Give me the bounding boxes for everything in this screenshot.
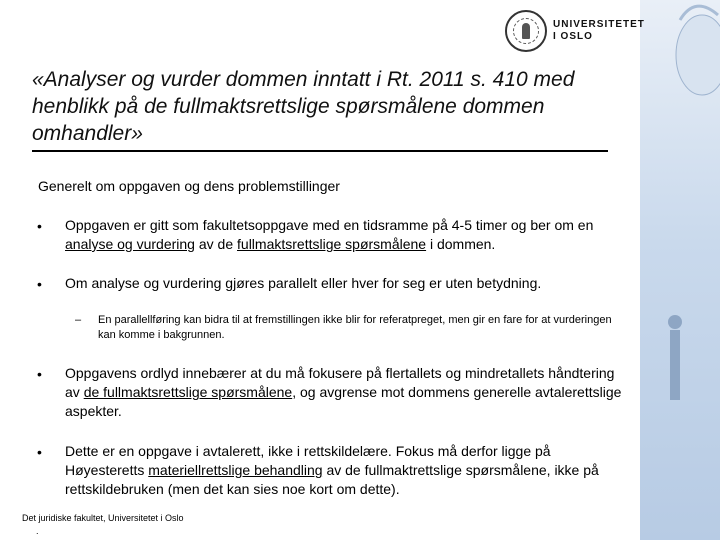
bullet-marker: •: [37, 218, 42, 234]
bullet-text-3: [65, 364, 630, 421]
text-run: Oppgaven er gitt som fakultetsoppgave med en tidsramme på 4-5 timer og ber om en: [65, 217, 594, 233]
bullet-text-2: Om analyse og vurdering gjøres parallelt eller hver for seg er uten betydning.: [65, 275, 542, 291]
title-underline: [32, 150, 608, 152]
bullet-marker: •: [37, 444, 42, 460]
text-run: Dette er en oppgave i avtalerett, ikke i rettskildelære. Fokus må derfor ligge på Høyesteretts: [65, 443, 551, 478]
underlined-text: fullmaktsrettslige spørsmålene: [237, 236, 427, 252]
underlined-text: de fullmaktsrettslige spørsmålene: [83, 384, 293, 400]
dash-marker: –: [75, 314, 82, 326]
bullet-marker: •: [37, 366, 42, 382]
statue-illustration: [640, 0, 720, 540]
slide-title: «Analyser og vurder dommen inntatt i Rt. 2011 s. 410 med henblikk på de fullmaktsrettslige spørsmålene dommen omhandler»: [32, 68, 575, 145]
bullet-marker: •: [37, 276, 42, 292]
underlined-text: analyse og vurdering: [65, 236, 195, 252]
university-logo: [505, 10, 645, 52]
logo-line-2: I OSLO: [553, 31, 593, 42]
text-run: Oppgavens ordlyd innebærer at du må fokusere på flertallets og mindretallets håndtering av: [65, 365, 615, 400]
logo-line-1: UNIVERSITETET: [553, 19, 645, 30]
text-run: i dommen.: [426, 236, 496, 252]
bullet-text-4: [65, 442, 630, 499]
slide-subtitle: Generelt om oppgaven og dens problemstillinger: [38, 178, 340, 194]
university-seal-icon: [505, 10, 547, 52]
text-run: av de: [194, 236, 238, 252]
text-run: av de fullmaktrettslige spørsmålene, ikke på rettskildebruken (men det kan sies noe kort om dette).: [65, 462, 599, 497]
logo-text: [553, 19, 645, 43]
decorative-side-panel: [640, 0, 720, 540]
underlined-text: materiellrettslige behandling: [148, 462, 323, 478]
footer-dot: .: [36, 526, 39, 536]
sub-bullet-text-1: En parallellføring kan bidra til at fremstillingen ikke blir for referatpreget, men gir en fare for at vurderingen kan komme i bakgrunnen.: [98, 314, 612, 341]
text-run: , og avgrense mot dommens generelle avtalerettslige aspekter.: [65, 384, 622, 419]
footer-text: Det juridiske fakultet, Universitetet i Oslo: [22, 513, 184, 523]
bullet-text-1: [65, 216, 630, 254]
